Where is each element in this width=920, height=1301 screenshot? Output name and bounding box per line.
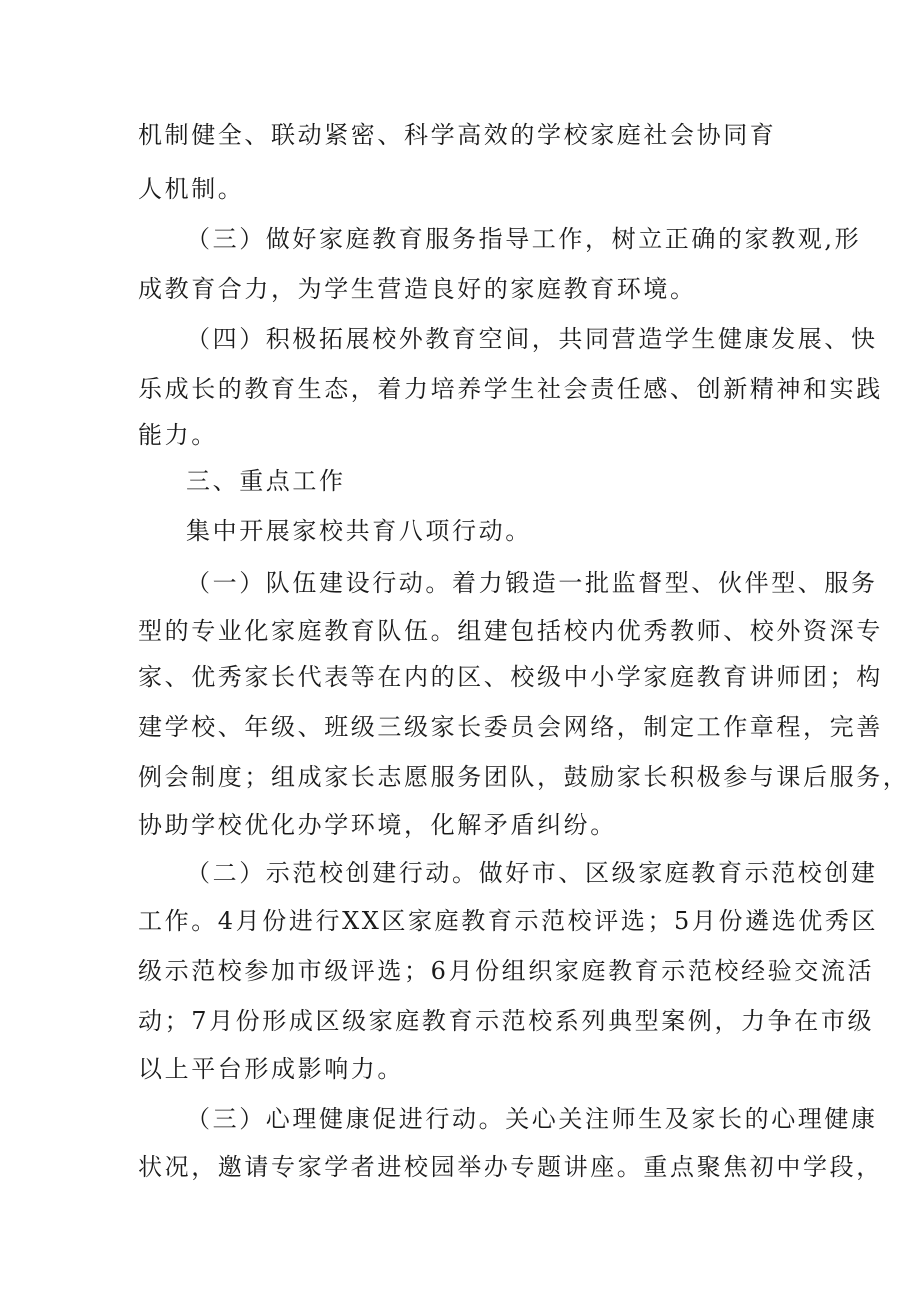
- text-line: 型的专业化家庭教育队伍。组建包括校内优秀教师、校外资深专: [138, 617, 883, 645]
- text-line: （三）做好家庭教育服务指导工作，树立正确的家教观,形: [186, 225, 862, 253]
- text-line: （四）积极拓展校外教育空间，共同营造学生健康发展、快: [186, 325, 878, 353]
- text-line: 家、优秀家长代表等在内的区、校级中小学家庭教育讲师团；构: [138, 663, 883, 691]
- text-line: （二）示范校创建行动。做好市、区级家庭教育示范校创建: [186, 859, 878, 887]
- text-line: 工作。4月份进行XX区家庭教育示范校评选；5月份遴选优秀区: [138, 907, 879, 935]
- text-line: 协助学校优化办学环境，化解矛盾纠纷。: [138, 811, 617, 839]
- text-line: （三）心理健康促进行动。关心关注师生及家长的心理健康: [186, 1105, 878, 1133]
- text-line: （一）队伍建设行动。着力锻造一批监督型、伙伴型、服务: [186, 569, 878, 597]
- text-line: 机制健全、联动紧密、科学高效的学校家庭社会协同育: [138, 121, 777, 149]
- text-line: 动；7月份形成区级家庭教育示范校系列典型案例，力争在市级: [138, 1007, 875, 1035]
- text-line: 级示范校参加市级评选；6月份组织家庭教育示范校经验交流活: [138, 957, 875, 985]
- text-line: 例会制度；组成家长志愿服务团队，鼓励家长积极参与课后服务，: [138, 763, 910, 791]
- text-line: 成教育合力，为学生营造良好的家庭教育环境。: [138, 275, 697, 303]
- text-line: 集中开展家校共育八项行动。: [186, 517, 532, 545]
- text-line: 状况，邀请专家学者进校园举办专题讲座。重点聚焦初中学段，: [138, 1153, 883, 1181]
- text-line: 能力。: [138, 421, 218, 449]
- text-line: 乐成长的教育生态，着力培养学生社会责任感、创新精神和实践: [138, 375, 883, 403]
- text-line: 人机制。: [138, 175, 245, 203]
- section-heading: 三、重点工作: [186, 467, 346, 495]
- text-line: 建学校、年级、班级三级家长委员会网络，制定工作章程，完善: [138, 713, 883, 741]
- text-line: 以上平台形成影响力。: [138, 1055, 404, 1083]
